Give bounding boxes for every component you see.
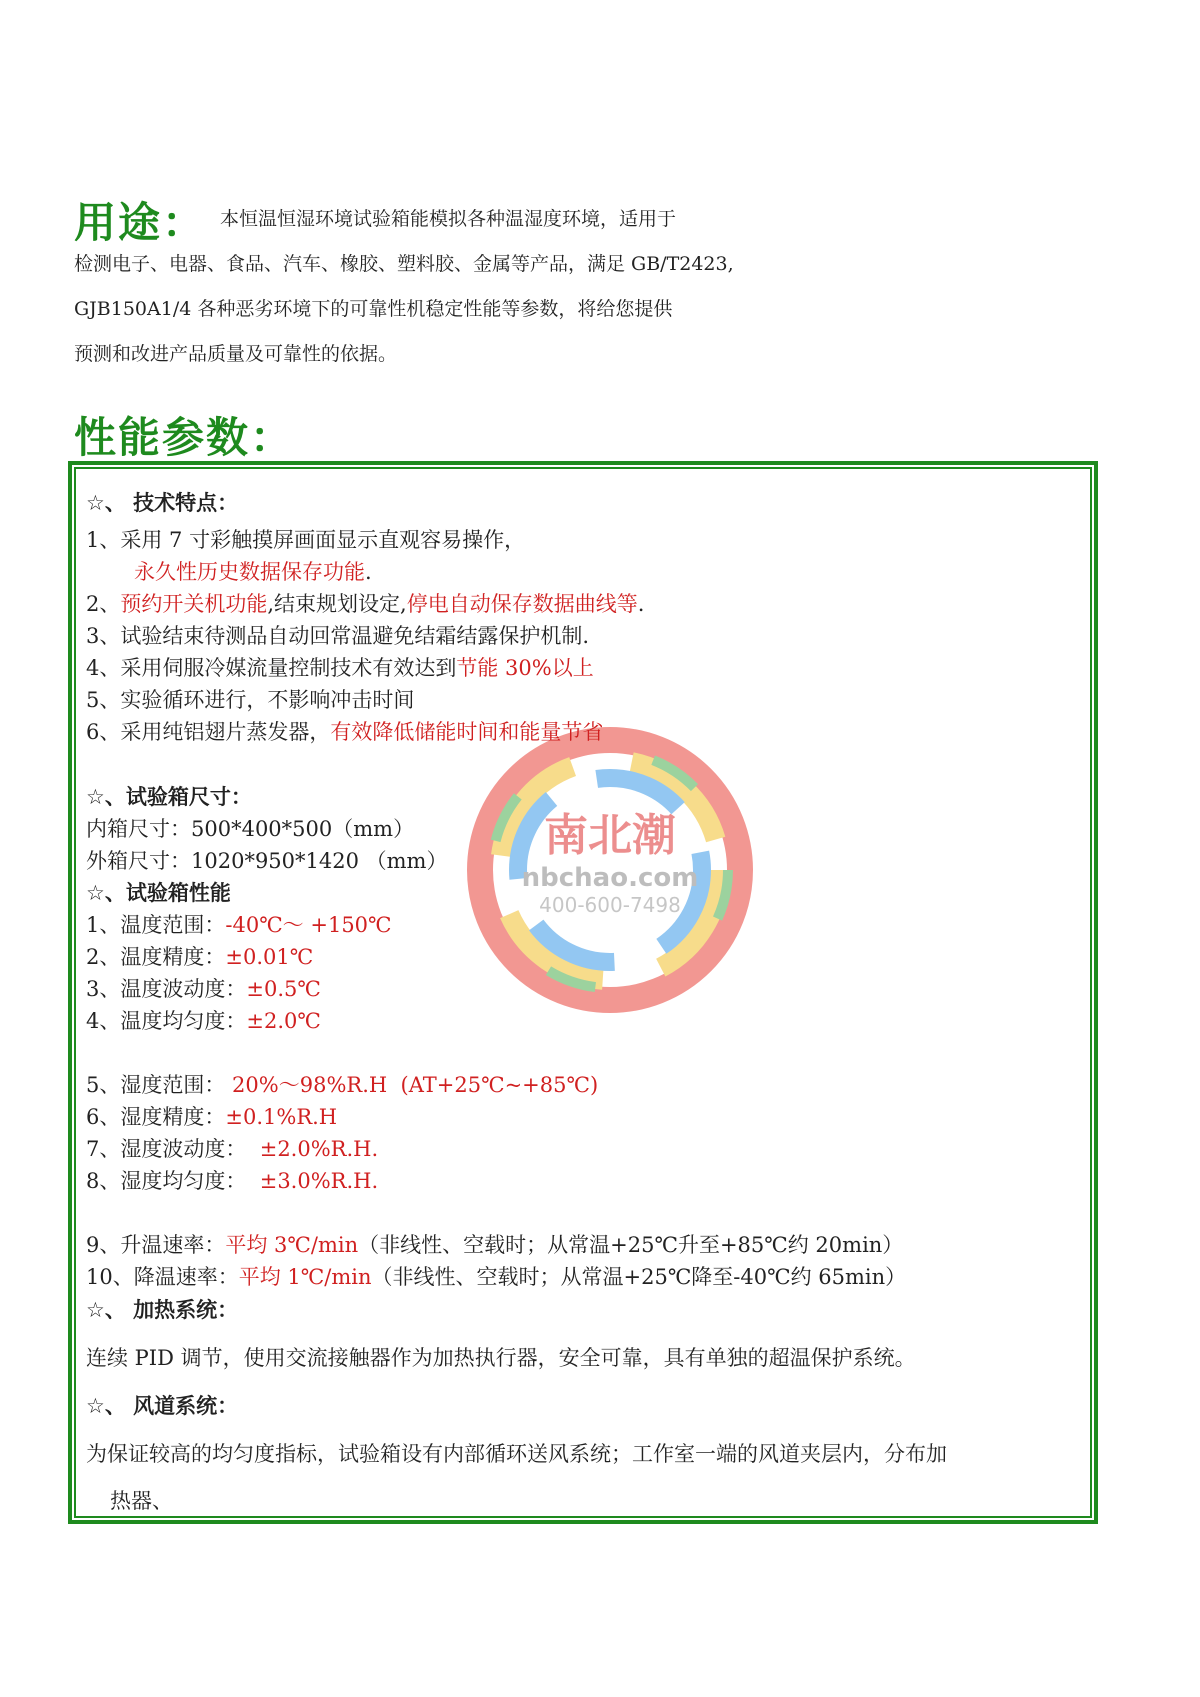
size-inner: 内箱尺寸：500*400*500（mm） [86,817,415,841]
size-outer: 外箱尺寸：1020*950*1420 （mm） [86,849,448,873]
perf-hum-uniform-value: ±3.0%R.H. [246,1169,379,1193]
heating-title: ☆、 加热系统： [86,1298,239,1322]
tech-item-6 [86,716,603,746]
tech-item-6-hl: 有效降低储能时间和能量节省 [330,720,604,744]
tech-item-4-text: 4、采用伺服冷媒流量控制技术有效达到 [86,656,457,680]
purpose-line-1: 本恒温恒湿环境试验箱能模拟各种温湿度环境，适用于 [220,208,677,230]
tech-item-2-hl2: 停电自动保存数据曲线等 [406,592,638,616]
perf-temp-uniform-value: ±2.0℃ [246,1009,321,1033]
perf-hum-accuracy-label: 6、湿度精度： [86,1105,226,1129]
tech-item-1b-highlight: 永久性历史数据保存功能 [134,560,365,584]
watermark-site: nbchao.com [521,863,699,893]
tech-item-1: 1、采用 7 寸彩触摸屏画面显示直观容易操作， [86,528,526,552]
perf-temp-accuracy [86,941,313,971]
perf-hum-accuracy-value: ±0.1%R.H [225,1105,338,1129]
perf-temp-fluct-label: 3、温度波动度： [86,977,247,1001]
perf-hum-uniform-label: 8、湿度均匀度： [86,1169,247,1193]
perf-hum-range-value: 20%～98%R.H (AT+25℃~+85℃) [225,1073,599,1097]
tech-item-1b [134,556,372,586]
perf-heat-rate-value: 平均 3℃/min [225,1233,359,1257]
perf-hum-accuracy [86,1101,337,1131]
size-title: ☆、试验箱尺寸： [86,785,252,809]
perf-hum-range-label: 5、湿度范围： [86,1073,226,1097]
air-text-1: 为保证较高的均匀度指标，试验箱设有内部循环送风系统；工作室一端的风道夹层内，分布加 [86,1442,947,1466]
tech-item-2 [86,588,644,618]
purpose-line-4: 预测和改进产品质量及可靠性的依据。 [74,343,398,365]
perf-cool-rate [86,1261,906,1291]
perf-heat-rate-label: 9、升温速率： [86,1233,226,1257]
tech-item-3: 3、试验结束待测品自动回常温避免结霜结露保护机制. [86,624,590,648]
perf-temp-accuracy-label: 2、温度精度： [86,945,226,969]
air-text-2: 热器、 [110,1489,173,1513]
purpose-line-3: GJB150A1/4 各种恶劣环境下的可靠性机稳定性能等参数，将给您提供 [74,298,673,320]
perf-heat-rate-note: （非线性、空载时；从常温+25℃升至+85℃约 20min） [358,1233,904,1257]
perf-hum-uniform [86,1165,378,1195]
perf-hum-fluct [86,1133,378,1163]
perf-temp-range-label: 1、温度范围： [86,913,226,937]
perf-temp-accuracy-value: ±0.01℃ [225,945,314,969]
specs-heading: 性能参数： [74,413,295,462]
perf-temp-fluct [86,973,321,1003]
tech-item-2-hl1: 预约开关机功能 [120,592,268,616]
perf-cool-rate-value: 平均 1℃/min [238,1265,372,1289]
perf-temp-range-value: -40℃～ +150℃ [225,913,392,937]
perf-temp-fluct-value: ±0.5℃ [246,977,321,1001]
perf-hum-fluct-label: 7、湿度波动度： [86,1137,247,1161]
tech-item-4 [86,652,594,682]
tech-item-5: 5、实验循环进行，不影响冲击时间 [86,688,415,712]
tech-item-2-mid: ,结束规划设定, [267,592,407,616]
watermark-logo [440,700,780,1040]
perf-heat-rate [86,1229,903,1259]
perf-temp-uniform-label: 4、温度均匀度： [86,1009,247,1033]
tech-item-6-text: 6、采用纯铝翅片蒸发器， [86,720,331,744]
tech-item-2-end: . [637,592,645,616]
purpose-heading: 用途： [74,198,207,247]
perf-hum-range [86,1069,598,1099]
tech-item-2-num: 2、 [86,592,121,616]
perf-temp-uniform [86,1005,321,1035]
perf-temp-range [86,909,392,939]
air-title: ☆、 风道系统： [86,1394,239,1418]
tech-item-1b-end: . [365,560,372,584]
perf-hum-fluct-value: ±2.0%R.H. [246,1137,379,1161]
watermark-brand: 南北潮 [544,810,676,861]
tech-title: ☆、 技术特点： [86,491,239,515]
perf-cool-rate-note: （非线性、空载时；从常温+25℃降至-40℃约 65min） [371,1265,907,1289]
heating-text: 连续 PID 调节，使用交流接触器作为加热执行器，安全可靠，具有单独的超温保护系统。 [86,1346,916,1370]
purpose-line-2: 检测电子、电器、食品、汽车、橡胶、塑料胶、金属等产品，满足 GB/T2423, [74,253,734,275]
tech-item-4-hl: 节能 30%以上 [456,656,594,680]
perf-title: ☆、试验箱性能 [86,881,231,905]
watermark-phone: 400-600-7498 [539,893,681,917]
perf-cool-rate-label: 10、降温速率： [86,1265,239,1289]
